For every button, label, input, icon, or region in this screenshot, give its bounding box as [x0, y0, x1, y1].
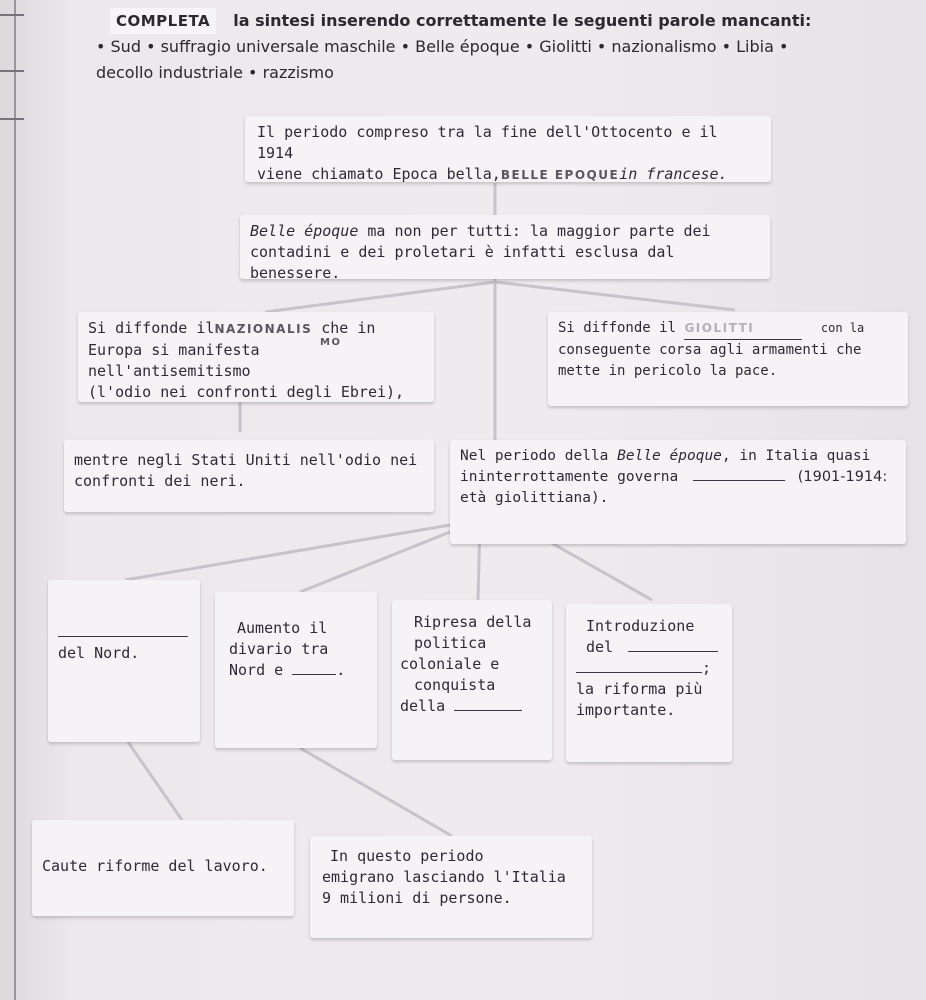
- box-belle-epoque-non-per-tutti: [240, 215, 770, 282]
- box-text-line: confronti dei neri.: [74, 472, 246, 490]
- answer-blank[interactable]: [628, 651, 718, 652]
- handwritten-answer: NAZIONALIS: [214, 322, 313, 336]
- box-text-line: Introduzione: [586, 617, 695, 635]
- box-divario-nord-sud: [215, 592, 377, 748]
- box-text-line: importante.: [576, 701, 676, 719]
- box-razzismo-usa: [64, 440, 434, 512]
- box-text-line: emigrano lasciando l'Italia: [322, 868, 566, 886]
- box-text-line: Ripresa della: [414, 613, 532, 631]
- answer-blank[interactable]: [58, 636, 188, 637]
- box-text-line: [58, 622, 190, 643]
- box-text-line: (l'odio nei confronti degli Ebrei),: [88, 383, 405, 401]
- box-text-line: della: [400, 696, 544, 717]
- box-text-line: Aumento il: [237, 619, 328, 637]
- box-nazionalismo: [78, 312, 434, 402]
- box-text-line: età giolittiana).: [460, 490, 609, 506]
- box-text-line: conquista: [414, 676, 496, 694]
- answer-blank[interactable]: [454, 710, 522, 711]
- box-text-line: Belle époque ma non per tutti: la maggior parte dei: [250, 222, 711, 240]
- box-emigrazione: [310, 836, 592, 938]
- completa-badge: COMPLETA: [110, 8, 216, 34]
- instruction-line: [96, 8, 916, 34]
- instruction-text: la sintesi inserendo correttamente le seguenti parole mancanti:: [233, 11, 812, 30]
- box-text-line: del: [576, 637, 722, 658]
- answer-blank[interactable]: [693, 480, 785, 481]
- box-decollo-industriale: [48, 580, 200, 742]
- connector-line: [300, 748, 452, 836]
- box-text-line: Nel periodo della Belle époque, in Italia quasi: [460, 448, 871, 464]
- word-list-line-2: decollo industriale • razzismo: [96, 63, 334, 82]
- box-eta-giolittiana: [450, 440, 906, 544]
- connector-line: [128, 742, 182, 820]
- box-text-line: Caute riforme del lavoro.: [42, 857, 268, 875]
- box-text-line: Si diffonde ilNAZIONALIS che in MO: [88, 318, 424, 340]
- box-text-line: Il periodo compreso tra la fine dell'Ottocento e il 1914: [257, 123, 718, 162]
- box-riforme-lavoro: [32, 820, 294, 916]
- box-text-line: Nord e .: [229, 661, 346, 679]
- box-text-line: divario tra: [229, 640, 329, 658]
- answer-blank[interactable]: [292, 674, 336, 675]
- box-text-line: In questo periodo: [330, 847, 484, 865]
- answer-blank[interactable]: [576, 672, 702, 673]
- word-list-line-1: • Sud • suffragio universale maschile • Belle époque • Giolitti • nazionalismo • Libia •: [96, 37, 789, 56]
- box-corsa-armamenti: [548, 312, 908, 406]
- handwritten-answer: BELLE EPOQUE: [500, 168, 620, 182]
- box-text-line: mette in pericolo la pace.: [558, 363, 778, 379]
- box-epoca-bella: [245, 116, 771, 182]
- box-text-line: politica: [414, 634, 487, 652]
- box-text-line: Si diffonde il GIOLITTI con la: [558, 318, 898, 340]
- box-text-line: contadini e dei proletari è infatti esclusa dal benessere.: [250, 243, 675, 282]
- box-text-line: viene chiamato Epoca bella,BELLE EPOQUEin francese.: [257, 165, 728, 183]
- box-text-line: ;: [576, 658, 722, 679]
- box-text-line: mentre negli Stati Uniti nell'odio nei: [74, 451, 418, 469]
- box-text-line: coloniale e: [400, 655, 500, 673]
- box-suffragio-universale: [566, 604, 732, 762]
- box-text-line: Europa si manifesta nell'antisemitismo: [88, 341, 260, 380]
- box-text-line: la riforma più: [576, 680, 703, 698]
- connector-line: [265, 282, 495, 312]
- handwritten-answer: GIOLITTI: [684, 318, 802, 340]
- box-text-line: ininterrottamente governa (1901-1914:: [460, 469, 888, 485]
- connector-line: [125, 520, 480, 580]
- box-text-line: del Nord.: [58, 644, 140, 662]
- box-politica-coloniale: [392, 600, 552, 760]
- exercise-header: [96, 8, 916, 86]
- handwritten-answer-suffix: MO: [320, 337, 342, 348]
- box-text-line: 9 milioni di persone.: [322, 889, 512, 907]
- connector-line: [495, 282, 735, 310]
- box-text-line: conseguente corsa agli armamenti che: [558, 342, 862, 358]
